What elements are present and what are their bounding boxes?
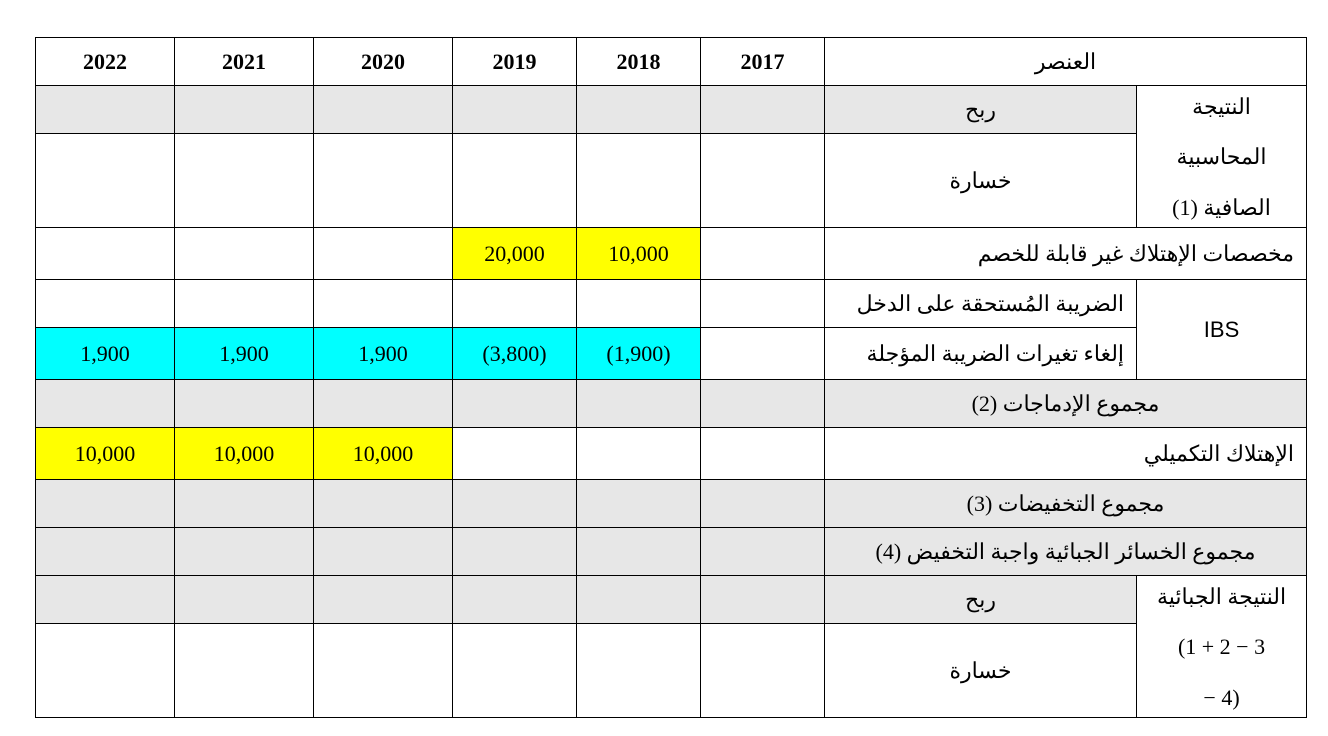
dt-2022: 1,900 [36, 328, 175, 380]
ad-2021: 10,000 [175, 428, 314, 480]
cell [175, 528, 314, 576]
cell [175, 624, 314, 718]
dt-2021: 1,900 [175, 328, 314, 380]
dt-2020: 1,900 [314, 328, 453, 380]
cell [36, 624, 175, 718]
fiscal-result-table [35, 37, 1307, 718]
ndd-2020 [314, 228, 453, 280]
ibs-tax-due-label: الضريبة المُستحقة على الدخل [825, 280, 1137, 328]
dt-2017 [701, 328, 825, 380]
ndd-2019: 20,000 [453, 228, 577, 280]
cell [701, 624, 825, 718]
cell [36, 380, 175, 428]
accounting-result-line-1: النتيجة [1192, 94, 1251, 119]
cell [701, 576, 825, 624]
cell [701, 280, 825, 328]
year-2021-header: 2021 [175, 38, 314, 86]
cell [701, 528, 825, 576]
additional-depreciation-label: الإهتلاك التكميلي [825, 428, 1307, 480]
accounting-result-label [1137, 86, 1307, 228]
accounting-profit-row [36, 86, 1307, 134]
year-2022-header: 2022 [36, 38, 175, 86]
cell [577, 380, 701, 428]
deductible-losses-row [36, 528, 1307, 576]
cell [314, 624, 453, 718]
cell [453, 380, 577, 428]
year-2020-header: 2020 [314, 38, 453, 86]
dt-2018: (1,900) [577, 328, 701, 380]
accounting-profit-label: ربح [825, 86, 1137, 134]
accounting-result-line-3: الصافية (1) [1172, 194, 1271, 220]
ndd-2021 [175, 228, 314, 280]
cell [453, 480, 577, 528]
item-header: العنصر [825, 38, 1307, 86]
header-row [36, 38, 1307, 86]
cell [577, 480, 701, 528]
ibs-label: IBS [1137, 280, 1307, 380]
cell [577, 86, 701, 134]
cell [175, 576, 314, 624]
ibs-tax-due-row [36, 280, 1307, 328]
tax-result-line-1: النتيجة الجبائية [1156, 584, 1287, 609]
cell [314, 280, 453, 328]
cell [701, 86, 825, 134]
total-additions-label: مجموع الإدماجات (2) [825, 380, 1307, 428]
cell [577, 528, 701, 576]
non-deductible-depreciation-row [36, 228, 1307, 280]
tax-loss-label: خسارة [825, 624, 1137, 718]
cell [314, 528, 453, 576]
ibs-deferred-tax-row [36, 328, 1307, 380]
cell [175, 134, 314, 228]
cell [175, 480, 314, 528]
tax-profit-row [36, 576, 1307, 624]
cell [453, 86, 577, 134]
cell [577, 624, 701, 718]
cell [577, 134, 701, 228]
year-2019-header: 2019 [453, 38, 577, 86]
accounting-loss-row [36, 134, 1307, 228]
total-deductions-label: مجموع التخفيضات (3) [825, 480, 1307, 528]
ndd-2017 [701, 228, 825, 280]
cell [701, 134, 825, 228]
cell [314, 480, 453, 528]
cell [701, 480, 825, 528]
accounting-loss-label: خسارة [825, 134, 1137, 228]
accounting-result-line-2: المحاسبية [1176, 144, 1267, 170]
ndd-2022 [36, 228, 175, 280]
dt-2019: (3,800) [453, 328, 577, 380]
cell [577, 280, 701, 328]
total-deductions-row [36, 480, 1307, 528]
cell [36, 134, 175, 228]
cell [175, 86, 314, 134]
deductible-losses-label: مجموع الخسائر الجبائية واجبة التخفيض (4) [825, 528, 1307, 576]
cell [175, 280, 314, 328]
cell [36, 280, 175, 328]
cell [453, 528, 577, 576]
ad-2022: 10,000 [36, 428, 175, 480]
cell [701, 380, 825, 428]
cell [36, 480, 175, 528]
tax-result-label [1137, 576, 1307, 718]
year-2017-header: 2017 [701, 38, 825, 86]
cell [314, 134, 453, 228]
cell [453, 576, 577, 624]
year-2018-header: 2018 [577, 38, 701, 86]
cell [314, 380, 453, 428]
ad-2019 [453, 428, 577, 480]
additional-depreciation-row [36, 428, 1307, 480]
cell [36, 576, 175, 624]
tax-profit-label: ربح [825, 576, 1137, 624]
cell [36, 528, 175, 576]
ibs-deferred-tax-label: إلغاء تغيرات الضريبة المؤجلة [825, 328, 1137, 380]
ndd-2018: 10,000 [577, 228, 701, 280]
ad-2020: 10,000 [314, 428, 453, 480]
cell [175, 380, 314, 428]
non-deductible-depreciation-label: مخصصات الإهتلاك غير قابلة للخصم [825, 228, 1307, 280]
cell [36, 86, 175, 134]
cell [577, 576, 701, 624]
ad-2018 [577, 428, 701, 480]
ad-2017 [701, 428, 825, 480]
cell [314, 86, 453, 134]
tax-result-line-3: − 4) [1203, 684, 1240, 710]
tax-result-line-2: (1 + 2 − 3 [1177, 634, 1266, 660]
cell [453, 134, 577, 228]
cell [453, 624, 577, 718]
tax-loss-row [36, 624, 1307, 718]
total-additions-row [36, 380, 1307, 428]
cell [314, 576, 453, 624]
cell [453, 280, 577, 328]
